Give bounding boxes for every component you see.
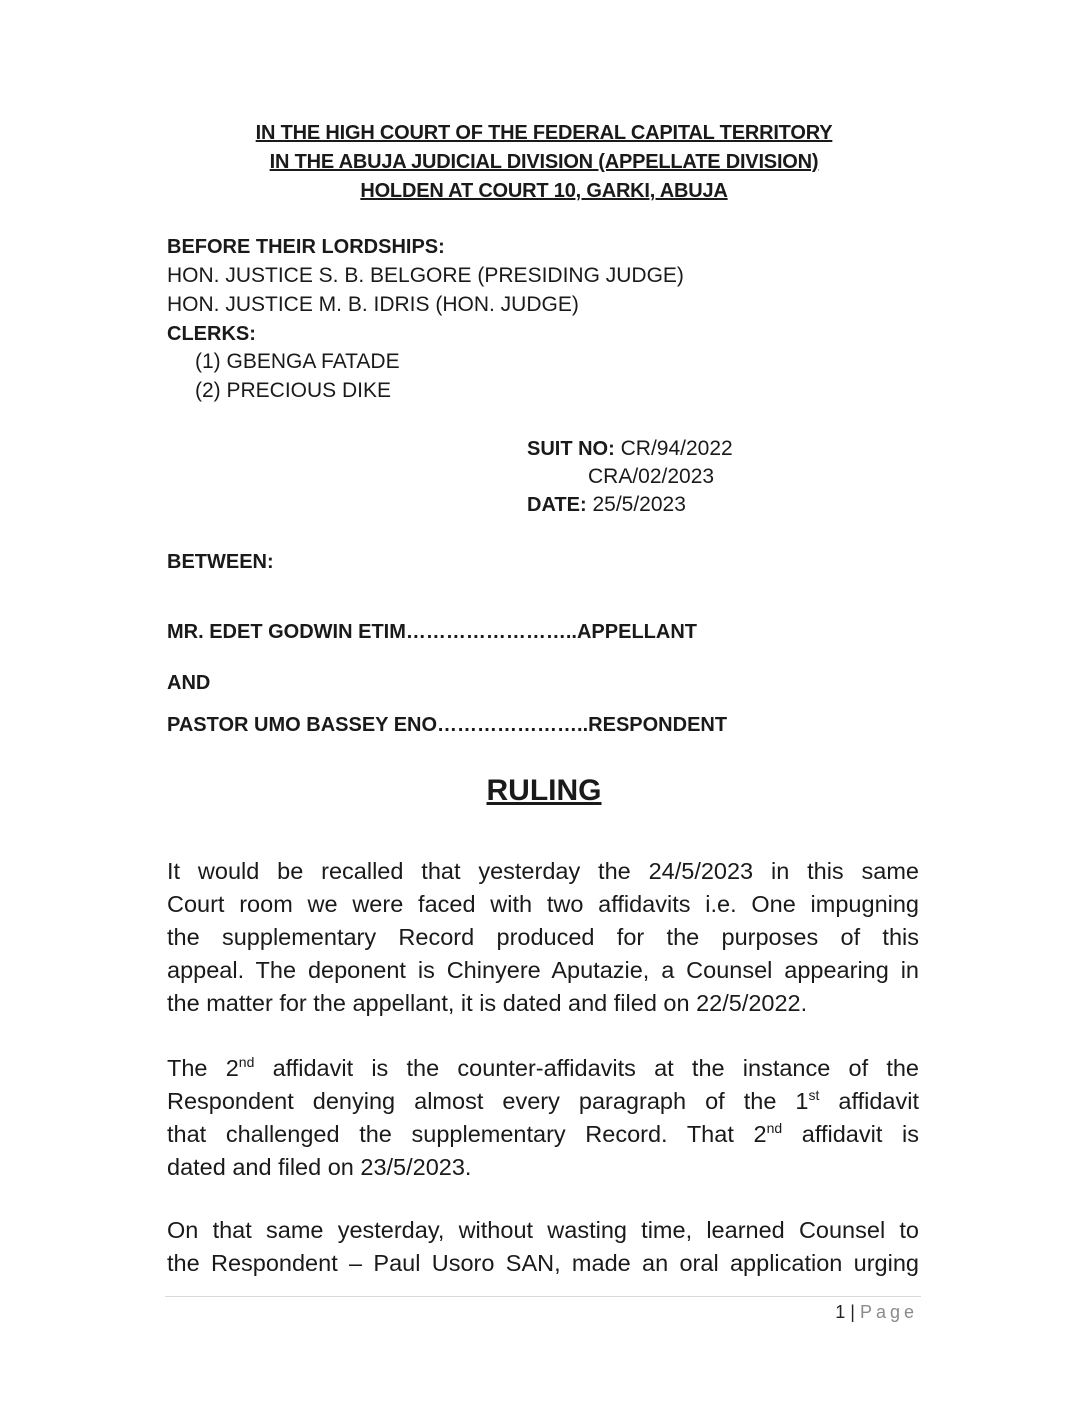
paragraph-line: appeal. The deponent is Chinyere Aputazie, a Counsel appearing in	[167, 957, 919, 983]
court-header-line-2: IN THE ABUJA JUDICIAL DIVISION (APPELLATE DIVISION)	[269, 151, 819, 173]
footer-divider	[165, 1296, 921, 1297]
suit-number-2: CRA/02/2023	[588, 465, 715, 488]
paragraph-line: On that same yesterday, without wasting time, learned Counsel to	[167, 1217, 919, 1243]
between-label: BETWEEN:	[167, 551, 274, 573]
respondent-line: PASTOR UMO BASSEY ENO…………………..RESPONDENT	[167, 714, 728, 736]
paragraph-1	[167, 855, 919, 1020]
suit-label: SUIT NO:	[527, 438, 615, 460]
paragraph-3	[167, 1214, 919, 1280]
page-number: 1	[835, 1302, 846, 1322]
paragraph-line: dated and filed on 23/5/2023.	[167, 1154, 472, 1180]
paragraph-line	[167, 1052, 919, 1085]
text-run: affidavit is	[782, 1121, 920, 1147]
court-header-line-3: HOLDEN AT COURT 10, GARKI, ABUJA	[360, 180, 728, 202]
date-row	[527, 493, 686, 517]
paragraph-2	[167, 1052, 919, 1184]
clerk-1: (1) GBENGA FATADE	[195, 350, 400, 373]
paragraph-line: It would be recalled that yesterday the 24/5/2023 in this same	[167, 858, 919, 884]
text-run: The 2	[167, 1055, 239, 1081]
text-run: affidavit	[819, 1088, 919, 1114]
judge-1: HON. JUSTICE S. B. BELGORE (PRESIDING JUDGE)	[167, 264, 684, 287]
text-run: Respondent denying almost every paragraph of the 1	[167, 1088, 809, 1114]
ruling-title: RULING	[486, 774, 602, 807]
paragraph-line: Court room we were faced with two affidavits i.e. One impugning	[167, 891, 919, 917]
paragraph-line	[167, 1085, 919, 1118]
paragraph-line: the supplementary Record produced for the purposes of this	[167, 924, 919, 950]
page-word: Page	[859, 1302, 918, 1322]
suit-number-1: CR/94/2022	[620, 437, 733, 460]
text-run: affidavit is the counter-affidavits at the instance of the	[254, 1055, 919, 1081]
text-run: that challenged the supplementary Record. That 2	[167, 1121, 767, 1147]
judge-2: HON. JUSTICE M. B. IDRIS (HON. JUDGE)	[167, 293, 579, 316]
ordinal-suffix: nd	[238, 1054, 255, 1071]
paragraph-line: the matter for the appellant, it is dated and filed on 22/5/2022.	[167, 990, 808, 1016]
paragraph-line	[167, 1118, 919, 1151]
and-label: AND	[167, 672, 211, 694]
ordinal-suffix: st	[808, 1087, 820, 1104]
appellant-line: MR. EDET GODWIN ETIM……………………..APPELLANT	[167, 621, 697, 643]
ruling-date: 25/5/2023	[592, 493, 686, 516]
paragraph-line: the Respondent – Paul Usoro SAN, made an oral application urging	[167, 1250, 919, 1276]
footer-separator: |	[845, 1302, 860, 1322]
court-header-line-1: IN THE HIGH COURT OF THE FEDERAL CAPITAL TERRITORY	[255, 122, 833, 144]
suit-number-row	[527, 437, 733, 461]
page-footer	[835, 1302, 918, 1323]
clerks-heading: CLERKS:	[167, 323, 256, 345]
ordinal-suffix: nd	[766, 1120, 783, 1137]
date-label: DATE:	[527, 494, 587, 516]
clerk-2: (2) PRECIOUS DIKE	[195, 379, 392, 402]
bench-heading: BEFORE THEIR LORDSHIPS:	[167, 236, 445, 258]
